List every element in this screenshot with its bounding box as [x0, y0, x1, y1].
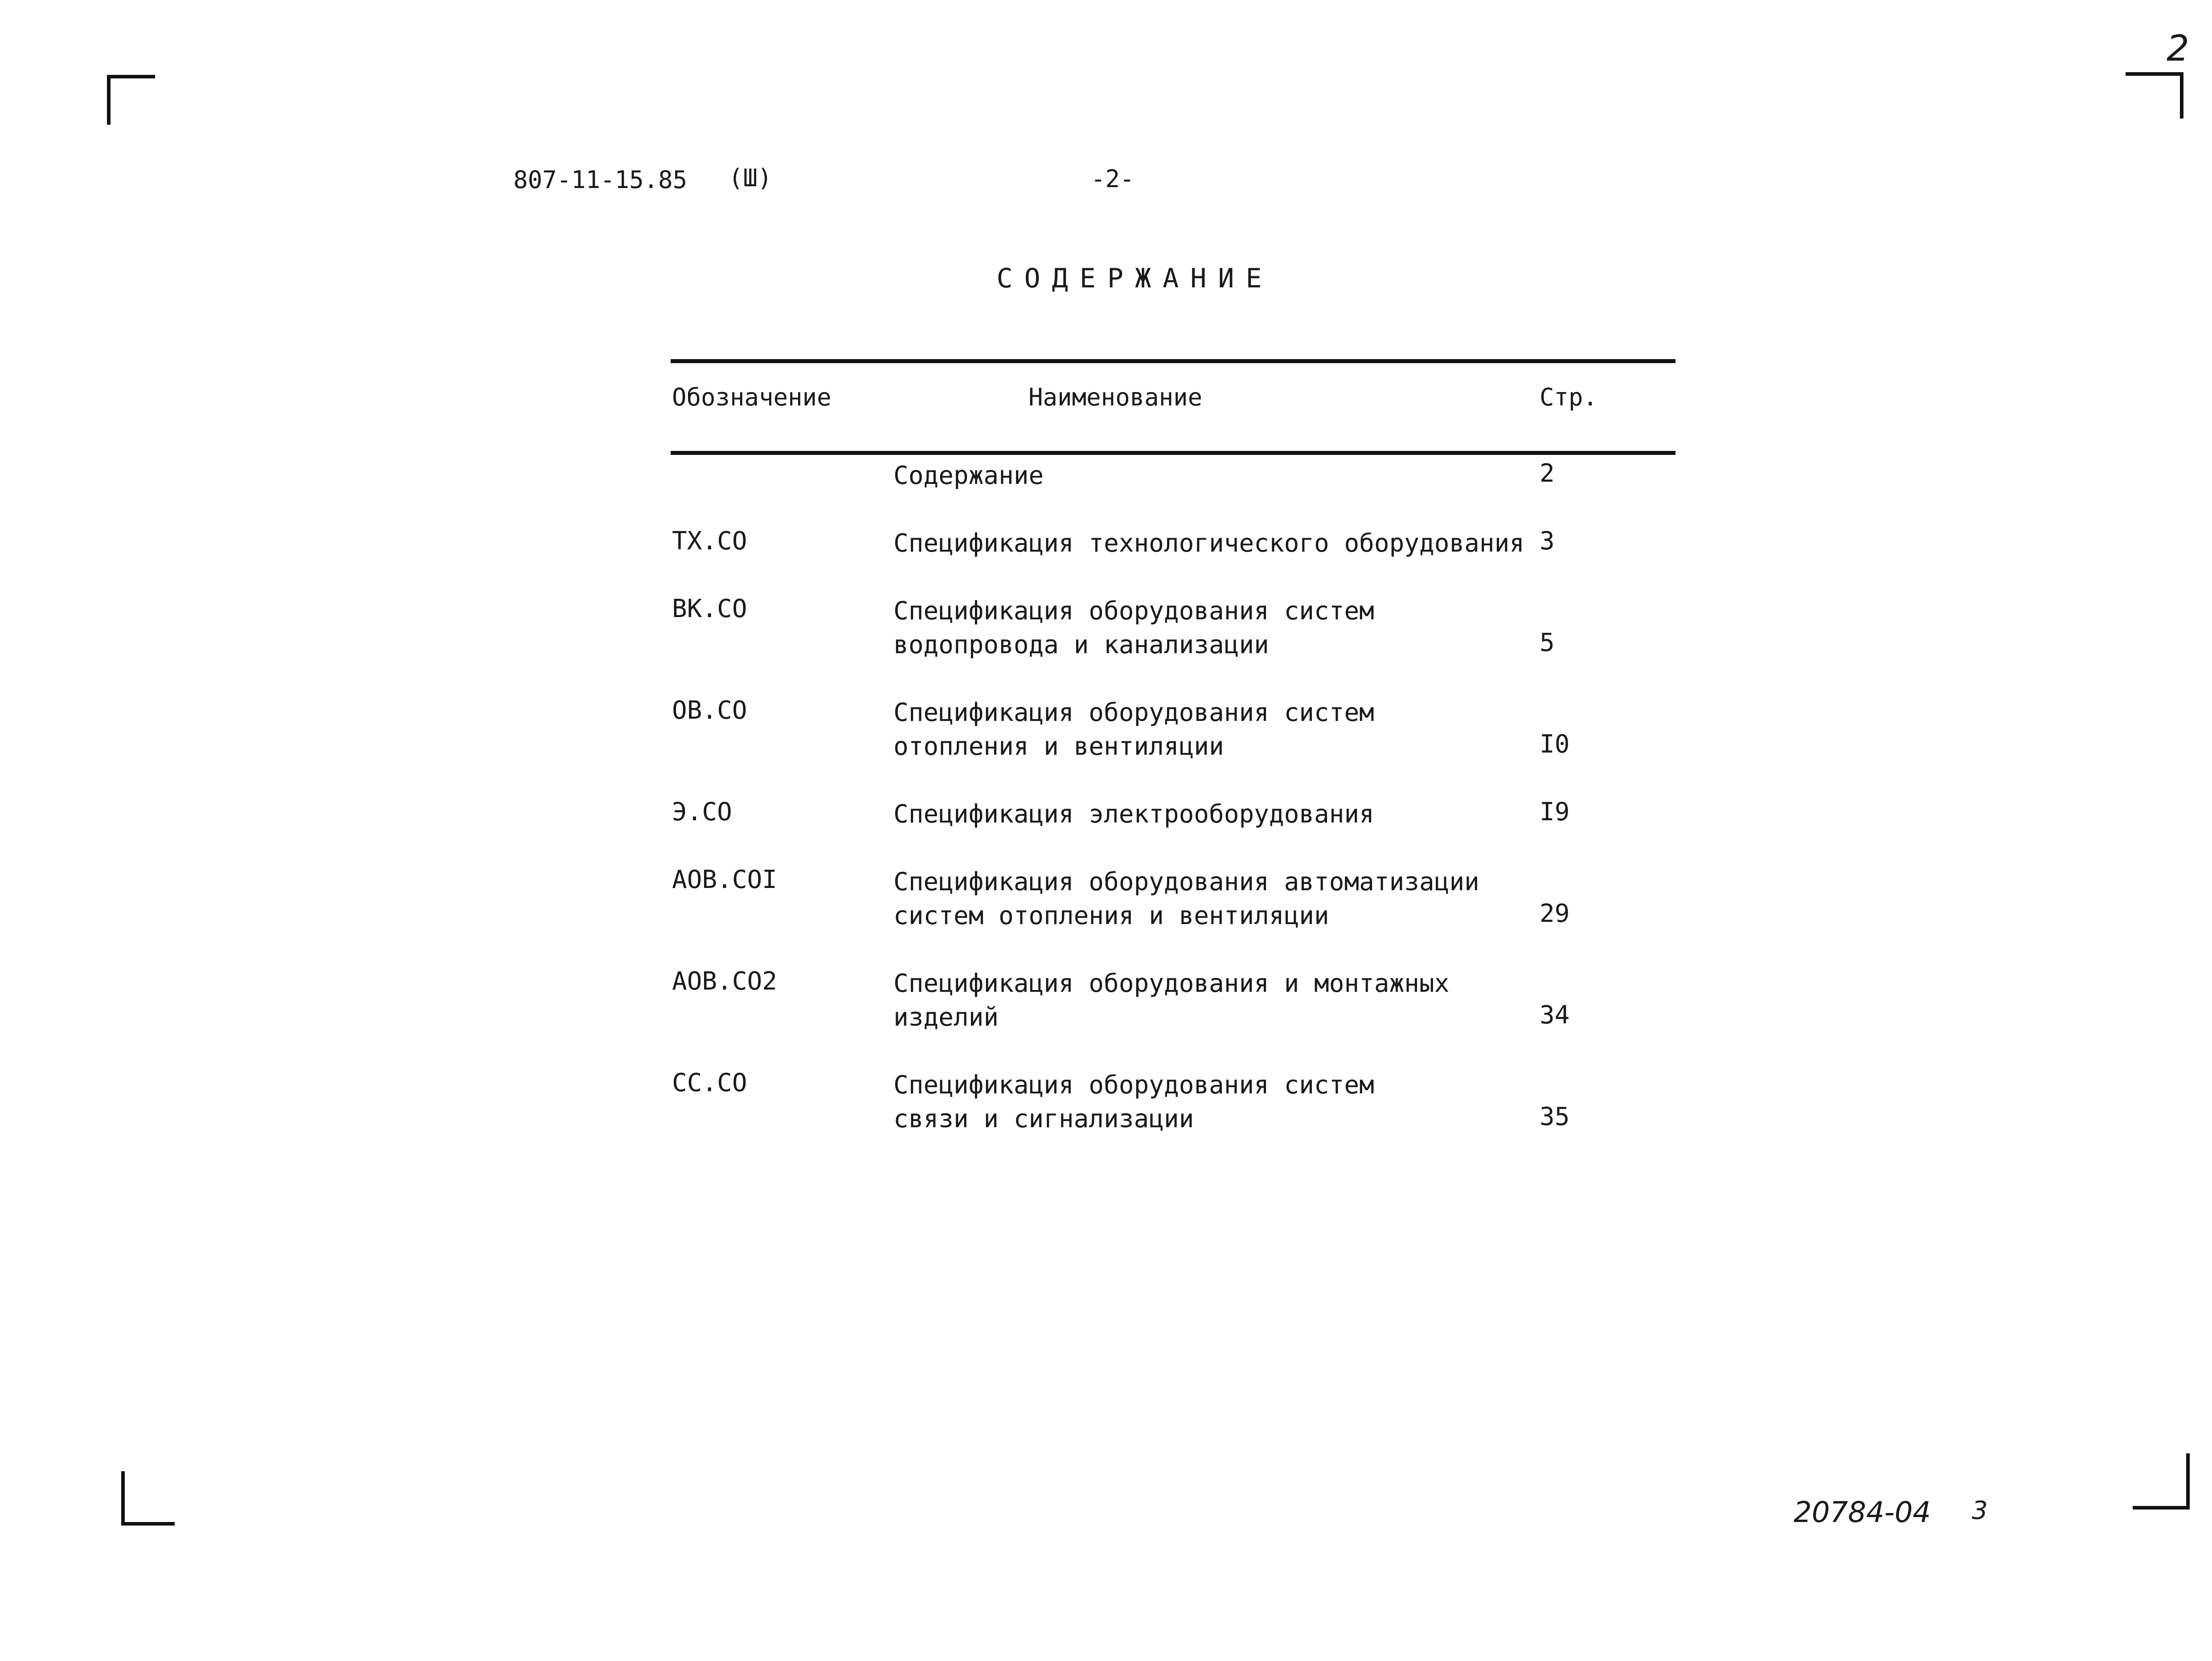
document-code: 807-11-15.85	[513, 166, 688, 194]
row-page: 5	[1540, 628, 1555, 657]
row-name-line: систем отопления и вентиляции	[893, 901, 1329, 930]
row-name	[893, 967, 1449, 1035]
row-name	[893, 798, 1374, 831]
crop-mark-top-right-horizontal	[2126, 72, 2183, 76]
row-name	[893, 696, 1374, 764]
row-page: 2	[1540, 459, 1555, 488]
column-header-page: Стр.	[1540, 383, 1598, 411]
row-name-line: Спецификация оборудования систем	[893, 698, 1374, 727]
row-name-line: Содержание	[893, 461, 1044, 490]
row-code: ВК.СО	[672, 594, 747, 623]
table-header-rule	[671, 451, 1675, 455]
row-code: СС.СО	[672, 1068, 747, 1097]
row-page: 35	[1540, 1102, 1570, 1131]
crop-mark-bottom-left-horizontal	[121, 1522, 175, 1526]
row-name-line: Спецификация оборудования и монтажных	[893, 969, 1450, 998]
row-page: I0	[1540, 730, 1570, 759]
row-page: 29	[1540, 899, 1570, 928]
row-name	[893, 594, 1374, 662]
row-name-line: отопления и вентиляции	[893, 732, 1224, 761]
row-name	[893, 459, 1044, 493]
column-header-name: Наименование	[1028, 383, 1203, 411]
row-name-line: связи и сигнализации	[893, 1105, 1194, 1133]
row-page: I9	[1540, 798, 1570, 826]
row-code: АОВ.СОI	[672, 865, 778, 894]
row-name-line: Спецификация оборудования систем	[893, 1071, 1374, 1100]
table-top-rule	[671, 359, 1675, 363]
page-label: -2-	[1091, 165, 1135, 193]
row-name-line: Спецификация оборудования систем	[893, 597, 1374, 626]
column-header-designation: Обозначение	[672, 383, 832, 411]
row-code: ОВ.СО	[672, 696, 747, 725]
footer-sheet-number: 3	[1972, 1496, 1988, 1525]
volume-mark: (Ш)	[729, 164, 772, 192]
crop-mark-top-left-horizontal	[107, 75, 155, 78]
crop-mark-bottom-right-vertical	[2186, 1453, 2190, 1510]
crop-mark-top-right-vertical	[2180, 72, 2183, 119]
row-code: ТХ.СО	[672, 527, 747, 556]
row-name-line: изделий	[893, 1003, 999, 1032]
inventory-number: 20784-04	[1794, 1496, 1931, 1529]
row-name-line: Спецификация электрооборудования	[893, 800, 1374, 829]
row-name	[893, 865, 1479, 933]
crop-mark-bottom-left-vertical	[121, 1471, 125, 1526]
row-name-line: водопровода и канализации	[893, 630, 1269, 659]
row-name-line: Спецификация технологического оборудования	[893, 529, 1525, 558]
crop-mark-bottom-right-horizontal	[2133, 1506, 2190, 1510]
row-page: 3	[1540, 527, 1555, 556]
row-name-line: Спецификация оборудования автоматизации	[893, 867, 1479, 896]
row-code: Э.СО	[672, 798, 732, 826]
sheet-number: 2	[2167, 28, 2189, 69]
crop-mark-top-left-vertical	[107, 75, 111, 125]
row-name	[893, 1068, 1374, 1136]
page-title: СОДЕРЖАНИЕ	[996, 263, 1274, 294]
row-name	[893, 527, 1524, 560]
row-code: АОВ.СО2	[672, 967, 778, 996]
row-page: 34	[1540, 1001, 1570, 1030]
